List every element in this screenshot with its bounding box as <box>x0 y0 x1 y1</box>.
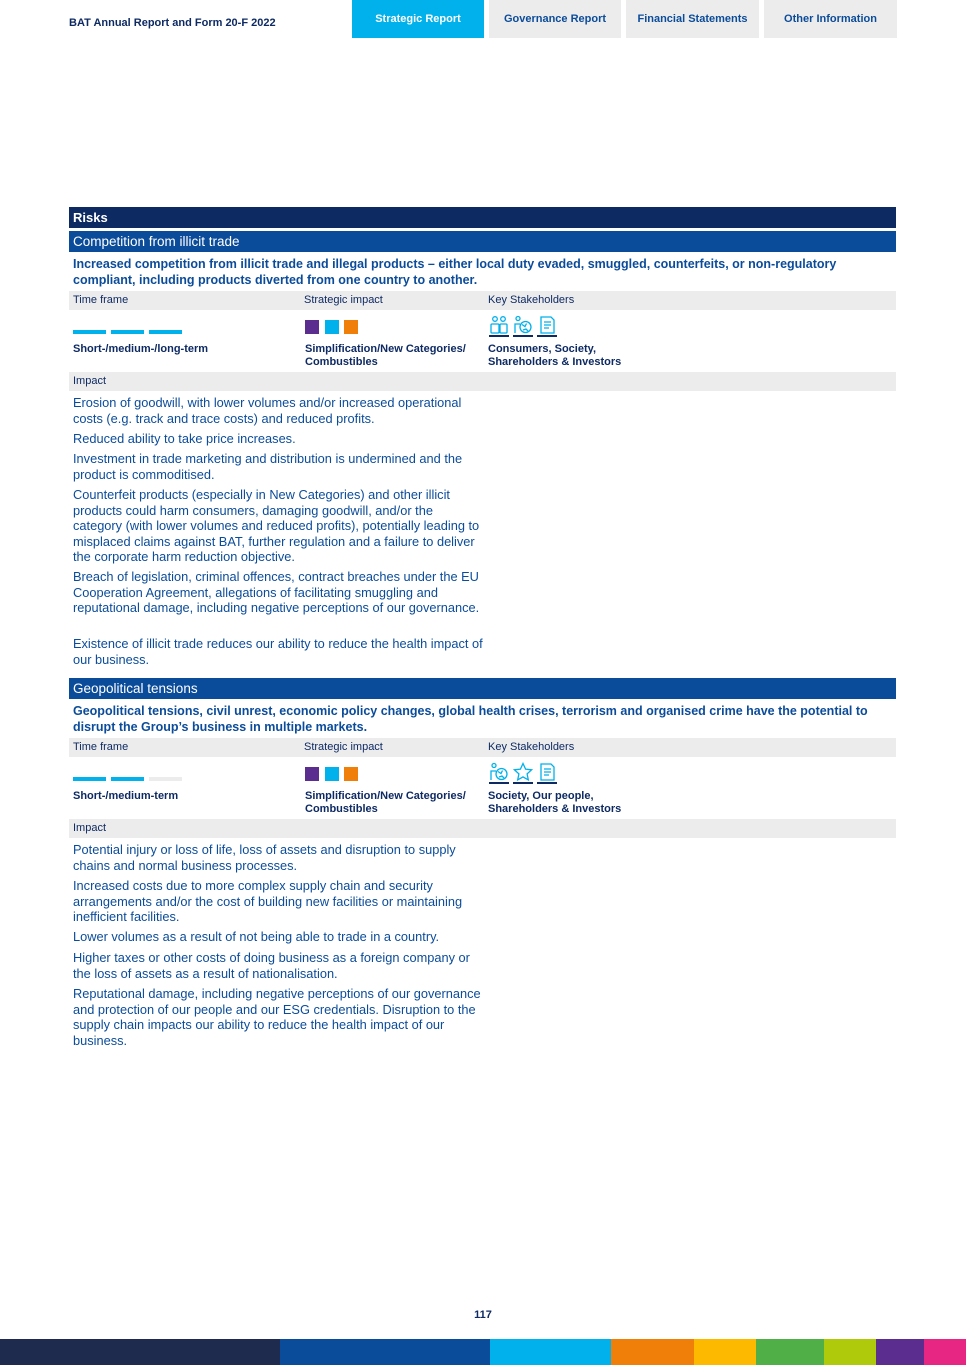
impact-header <box>69 819 896 838</box>
risk-title: Geopolitical tensions <box>69 678 896 699</box>
impact-paragraph: Counterfeit products (especially in New Categories) and other illicit products could harm consumers, damaging goodwill, and/or the category (with lower volumes and reduced profits), potentially leading to misplaced claims against BAT, further regulation and a failure to deliver the corporate harm reduction objective. <box>73 487 480 564</box>
page-number: 117 <box>474 1309 492 1321</box>
impact-paragraph: Reputational damage, including negative perceptions of our governance and protection of our people and our ESG credentials. Disruption to the supply chain impacts our ability to reduce the health impact of our business. <box>73 986 481 1048</box>
risk-description: Geopolitical tensions, civil unrest, economic policy changes, global health crises, terrorism and organised crime have the potential to disrupt the Group’s business in multiple markets. <box>73 704 868 734</box>
impact-paragraph: Higher taxes or other costs of doing business as a foreign company or the loss of assets as a result of nationalisation. <box>73 950 470 981</box>
time-frame-segment-short <box>73 777 106 781</box>
impact-paragraph: Existence of illicit trade reduces our ability to reduce the health impact of our business. <box>73 636 483 667</box>
impact-label: Impact <box>73 375 107 387</box>
strip-segment <box>490 1339 611 1365</box>
strategic-impact-value: Simplification/New Categories/ Combustibles <box>305 790 466 815</box>
strip-segment <box>280 1339 490 1365</box>
strip-segment <box>611 1339 694 1365</box>
icon-underline <box>537 335 557 337</box>
risk-column-headers <box>69 291 896 310</box>
impact-paragraph: Erosion of goodwill, with lower volumes and/or increased operational costs (e.g. track and trace costs) and reduced profits. <box>73 395 462 426</box>
tab-financial-statements[interactable]: Financial Statements <box>626 0 759 38</box>
icon-underline <box>489 782 509 784</box>
strategic-impact-value: Simplification/New Categories/ Combustibles <box>305 343 466 368</box>
impact-paragraph: Breach of legislation, criminal offences, contract breaches under the EU Cooperation Agreement, allegations of facilitating smuggling and reputational damage, including negative perceptions of our governance. <box>73 569 480 615</box>
strip-segment <box>876 1339 924 1365</box>
impact-paragraph: Increased costs due to more complex supply chain and security arrangements and/or the cost of building new facilities or maintaining inefficient facilities. <box>73 878 463 924</box>
impact-paragraph: Investment in trade marketing and distribution is undermined and the product is commoditised. <box>73 451 463 482</box>
impact-paragraph: Potential injury or loss of life, loss of assets and disruption to supply chains and normal business processes. <box>73 842 456 873</box>
simplification-square <box>305 767 319 781</box>
strip-segment <box>924 1339 966 1365</box>
strip-segment <box>0 1339 280 1365</box>
tab-strategic-report[interactable]: Strategic Report <box>352 0 484 38</box>
key-stakeholders-label: Key Stakeholders <box>488 294 575 306</box>
time-frame-segment-long <box>149 330 182 334</box>
society-icon <box>513 315 533 337</box>
stakeholders-value: Society, Our people, Shareholders & Investors <box>488 790 622 815</box>
society-icon <box>489 762 509 784</box>
consumers-icon <box>489 315 509 337</box>
impact-header <box>69 372 896 391</box>
strip-segment <box>694 1339 756 1365</box>
strip-segment <box>756 1339 824 1365</box>
risk-title: Competition from illicit trade <box>69 231 896 252</box>
strategic-impact-label: Strategic impact <box>304 294 383 306</box>
tab-governance-report[interactable]: Governance Report <box>489 0 621 38</box>
time-frame-segment-long <box>149 777 182 781</box>
impact-paragraph: Lower volumes as a result of not being able to trade in a country. <box>73 929 440 944</box>
stakeholders-value: Consumers, Society, Shareholders & Investors <box>488 343 622 368</box>
shareholders-icon <box>537 315 557 337</box>
icon-underline <box>513 335 533 337</box>
risk-column-headers <box>69 738 896 757</box>
our-people-icon <box>513 762 533 784</box>
time-frame-label: Time frame <box>73 741 129 753</box>
impact-label: Impact <box>73 822 107 834</box>
combustibles-square <box>344 767 358 781</box>
time-frame-value: Short-/medium-term <box>73 790 179 802</box>
combustibles-square <box>344 320 358 334</box>
time-frame-label: Time frame <box>73 294 129 306</box>
icon-underline <box>513 782 533 784</box>
time-frame-value: Short-/medium-/long-term <box>73 343 209 355</box>
risk-description: Increased competition from illicit trade and illegal products – either local duty evaded, smuggled, counterfeits, or non-regulatory compliant, including products diverted from one country to another. <box>73 257 837 287</box>
key-stakeholders-label: Key Stakeholders <box>488 741 575 753</box>
simplification-square <box>305 320 319 334</box>
impact-paragraph: Reduced ability to take price increases. <box>73 431 296 446</box>
new-categories-square <box>325 767 339 781</box>
icon-underline <box>537 782 557 784</box>
shareholders-icon <box>537 762 557 784</box>
time-frame-segment-short <box>73 330 106 334</box>
icon-underline <box>489 335 509 337</box>
time-frame-segment-medium <box>111 330 144 334</box>
new-categories-square <box>325 320 339 334</box>
tab-other-information[interactable]: Other Information <box>764 0 897 38</box>
report-title: BAT Annual Report and Form 20-F 2022 <box>69 17 276 29</box>
time-frame-segment-medium <box>111 777 144 781</box>
strategic-impact-label: Strategic impact <box>304 741 383 753</box>
strip-segment <box>824 1339 876 1365</box>
section-title: Risks <box>69 207 896 228</box>
